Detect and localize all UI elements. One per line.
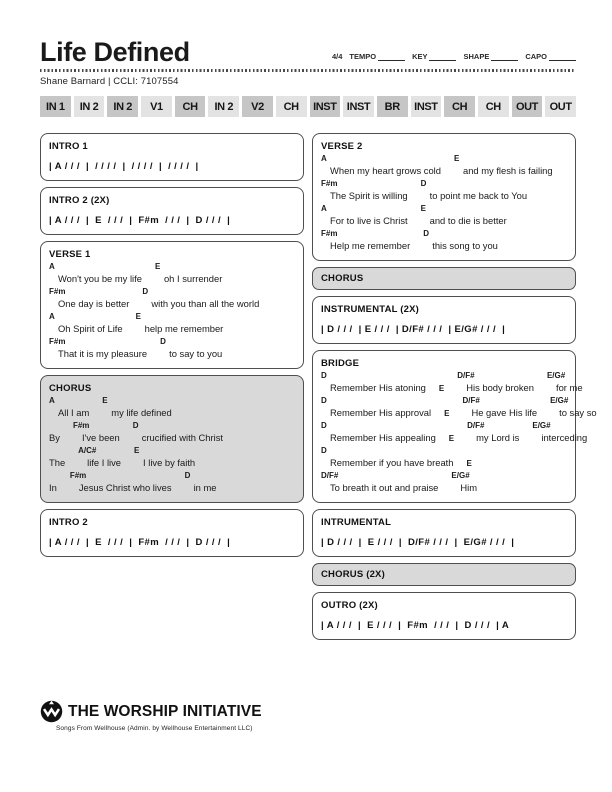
section-chorus-2x [312,563,576,586]
lyric-text: with you than all the world [151,298,260,310]
arrangement-chip: CH [175,96,206,117]
lyric-line [321,229,567,252]
arrangement-chip: OUT [545,96,576,117]
lyric-line [321,154,567,177]
lyric-text: oh I surrender [163,273,223,285]
lyric-part [457,371,534,394]
lyric-text: One day is better [58,298,130,310]
section-title: CHORUS [49,383,92,395]
chord-chart-line: | A / / / | E / / / | F#m / / / | D / / / | [49,215,231,227]
chord-label: D/F# [321,471,339,481]
section-instrumental-2x [312,296,576,344]
lyric-text: By [49,432,60,444]
chord-label: D [321,396,327,406]
lyric-line [321,421,588,444]
lyric-text: interceding [541,432,588,444]
chord-label: F#m [72,421,90,431]
lyric-text: crucified with Christ [141,432,223,444]
lyric-text: life I live [87,457,122,469]
lyric-part [454,154,553,177]
arrangement-chip: OUT [512,96,543,117]
lyric-text: this song to you [432,240,498,252]
chord-label: D/F# [467,421,485,431]
lyric-text: I live by faith [143,457,196,469]
lyric-text: Remember His atoning [330,382,426,394]
lyric-part [321,204,408,227]
lyric-part [49,396,89,419]
lyric-text: Help me remember [330,240,411,252]
chord-label: E [466,459,472,469]
chord-label [49,446,65,456]
lyric-part [547,371,583,394]
chord-label: F#m [49,287,66,297]
chord-label [49,471,57,481]
lyric-text: To breath it out and praise [330,482,439,494]
chord-label: F#m [69,471,87,481]
chord-label: E/G# [546,371,566,381]
lyric-part [462,396,537,419]
section-title: INSTRUMENTAL (2X) [321,304,420,316]
lyric-text: in me [193,482,217,494]
tempo-blank-line [378,53,405,61]
lyric-line [321,446,567,469]
chord-label: E [453,154,460,164]
shape-blank-line [491,53,518,61]
lyric-part [142,287,259,310]
lyric-text: His body broken [466,382,534,394]
section-verse-2 [312,133,576,261]
lyric-part [421,179,527,202]
chord-label: D [423,229,430,239]
section-title: CHORUS (2X) [321,569,385,581]
section-bridge [312,350,597,503]
lyric-text: and to die is better [429,215,507,227]
section-intro-2 [40,509,304,557]
chord-label: A [49,262,55,272]
chord-chart-line: | D / / / | E / / / | D/F# / / / | E/G# / / / | [321,537,515,549]
lyric-part [321,179,408,202]
artist-ccli-line: Shane Barnard | CCLI: 7107554 [40,76,179,88]
section-outro-2x [312,592,576,640]
chord-chart-line: | A / / / | E / / / | F#m / / / | D / / / | A [321,620,510,632]
chord-label: E [448,434,455,444]
key-blank-line [429,53,456,61]
lyric-text: Remember His appealing [330,432,436,444]
lyric-text: my life defined [111,407,172,419]
lyric-part [321,229,410,252]
chord-label: A [49,312,55,322]
chord-chart-line: | A / / / | / / / / | / / / / | / / / / | [49,161,199,173]
chord-label: E [135,312,141,322]
brand-name: THE WORSHIP INITIATIVE [68,702,262,720]
capo-label: CAPO [525,52,547,62]
section-title: INTRO 2 (2X) [49,195,110,207]
lyric-text: That it is my pleasure [58,348,148,360]
lyric-text: I've been [81,432,120,444]
section-title: VERSE 1 [49,249,91,261]
chord-label: E [154,262,161,272]
lyric-text: to point me back to You [429,190,528,202]
lyric-part [49,262,142,285]
chord-label: A/C# [78,446,97,456]
lyric-part [49,287,129,310]
key-label: KEY [412,52,428,62]
arrangement-chip: IN 2 [107,96,138,117]
lyric-line [321,204,567,227]
lyric-part [321,421,436,444]
lyric-part [532,421,587,444]
lyric-line [321,471,567,494]
chord-label: F#m [49,337,66,347]
section-title: VERSE 2 [321,141,363,153]
arrangement-chip: INST [343,96,374,117]
tempo-label: TEMPO [349,52,377,62]
lyric-line [49,421,295,444]
song-title: Life Defined [40,37,190,67]
lyric-line [49,446,295,469]
arrangement-chip: INST [411,96,442,117]
section-chorus [40,375,304,503]
lyric-part [444,409,449,419]
meta-row [332,52,576,66]
lyric-part [49,471,57,494]
lyric-line [49,312,295,335]
section-title: CHORUS [321,273,364,285]
chord-label: F#m [321,179,338,189]
lyric-text: my Lord is [476,432,520,444]
lyric-part [49,421,60,444]
lyric-part [321,396,431,419]
lyric-text: Him [460,482,478,494]
chord-label: E [420,204,426,214]
brand-row [40,700,262,723]
lyric-text: The [49,457,66,469]
lyric-part [49,312,123,335]
lyric-line [321,179,567,202]
lyric-text: In [49,482,57,494]
lyric-text: and my flesh is failing [462,165,553,177]
time-signature: 4/4 [331,52,343,62]
section-chorus-ref [312,267,576,290]
section-columns [40,133,597,640]
lyric-text: Jesus Christ who lives [78,482,172,494]
lyric-part [133,421,223,444]
arrangement-chip: IN 1 [40,96,71,117]
chord-label: D [420,179,427,189]
chord-label: E/G# [451,471,470,481]
arrangement-chip: INST [310,96,341,117]
section-title: BRIDGE [321,358,360,370]
lyric-part [78,446,121,469]
chord-label: D [321,421,327,431]
capo-blank-line [549,53,576,61]
lyric-part [155,262,222,285]
chord-label: D [184,471,191,481]
left-column [40,133,304,557]
arrangement-chip: CH [276,96,307,117]
section-title: INTRUMENTAL [321,517,392,529]
lyric-part [185,471,217,494]
page-content [40,37,597,640]
lyric-part [73,421,120,444]
section-title: INTRO 2 [49,517,88,529]
chord-label: E [134,446,140,456]
arrangement-chip: V1 [141,96,172,117]
chord-label: A [321,204,327,214]
worship-initiative-logo-icon [40,700,63,723]
arrangement-chip: V2 [242,96,273,117]
lyric-part [423,229,498,252]
lyric-text: to say to you [169,348,223,360]
chord-label: F#m [321,229,338,239]
meta-field-capo [525,52,576,61]
lyric-line [49,262,295,285]
arrangement-row [40,96,576,117]
chord-label: D [142,287,149,297]
right-column [312,133,597,640]
lyric-part [321,471,438,494]
arrangement-chip: IN 2 [74,96,105,117]
section-verse-1 [40,241,304,369]
lyric-part [136,312,224,335]
chord-label: E/G# [532,421,551,431]
lyric-part [449,434,454,444]
lyric-line [49,337,295,360]
lyric-text: All I am [58,407,90,419]
chord-label: E [438,384,445,394]
lyric-part [421,204,507,227]
meta-field-shape [463,52,518,61]
chord-label: A [49,396,55,406]
section-intro-2-2x [40,187,304,235]
dotted-divider [40,69,576,72]
lyric-text: He gave His life [471,407,538,419]
lyric-text: help me remember [144,323,224,335]
lyric-text: Won't you be my life [58,273,142,285]
lyric-text: for me [555,382,583,394]
lyric-text: Remember His approval [330,407,432,419]
chord-chart-line: | A / / / | E / / / | F#m / / / | D / / / | [49,537,231,549]
chord-label: D [160,337,166,347]
arrangement-chip: CH [478,96,509,117]
lyric-part [451,471,477,494]
lyric-text: Oh Spirit of Life [58,323,123,335]
arrangement-chip: IN 2 [208,96,239,117]
lyric-line [49,471,295,494]
lyric-part [321,371,426,394]
lyric-text: Remember if you have breath [330,457,454,469]
meta-field-key [412,52,456,61]
section-intro-1 [40,133,304,181]
chord-label [49,421,60,431]
lyric-part [321,154,441,177]
lyric-text: When my heart grows cold [330,165,441,177]
lyric-part [467,421,519,444]
lyric-text: For to live is Christ [330,215,408,227]
lyric-line [321,396,597,419]
chord-label: D [321,371,327,381]
lyric-line [49,287,295,310]
footer [40,700,262,732]
publisher-credit: Songs From Wellhouse (Admin. by Wellhouse Entertainment LLC) [56,725,253,732]
chord-label: E [444,409,450,419]
section-instrumental [312,509,576,557]
shape-label: SHAPE [463,52,490,62]
chord-label: E [102,396,108,406]
arrangement-chip: BR [377,96,408,117]
arrangement-chip: CH [444,96,475,117]
lyric-part [102,396,171,419]
section-title: INTRO 1 [49,141,88,153]
chord-label: E/G# [550,396,569,406]
chord-label: D [132,421,139,431]
lyric-part [49,337,147,360]
lyric-part [70,471,172,494]
chord-label: D [321,446,327,456]
lyric-part [467,459,472,469]
lyric-part [321,446,454,469]
chord-label: D/F# [462,396,480,406]
lyric-text: The Spirit is willing [330,190,408,202]
lyric-part [134,446,195,469]
lyric-part [550,396,597,419]
chord-label: A [321,154,327,164]
lyric-part [439,384,444,394]
lyric-line [321,371,583,394]
chord-label: D/F# [457,371,475,381]
lyric-part [49,446,65,469]
chord-chart-line: | D / / / | E / / / | D/F# / / / | E/G# / / / | [321,324,506,336]
lyric-line [49,396,295,419]
header [40,38,576,66]
meta-field-tempo [349,52,405,61]
lyric-text: to say so [559,407,597,419]
lyric-part [160,337,222,360]
section-title: OUTRO (2X) [321,600,378,612]
